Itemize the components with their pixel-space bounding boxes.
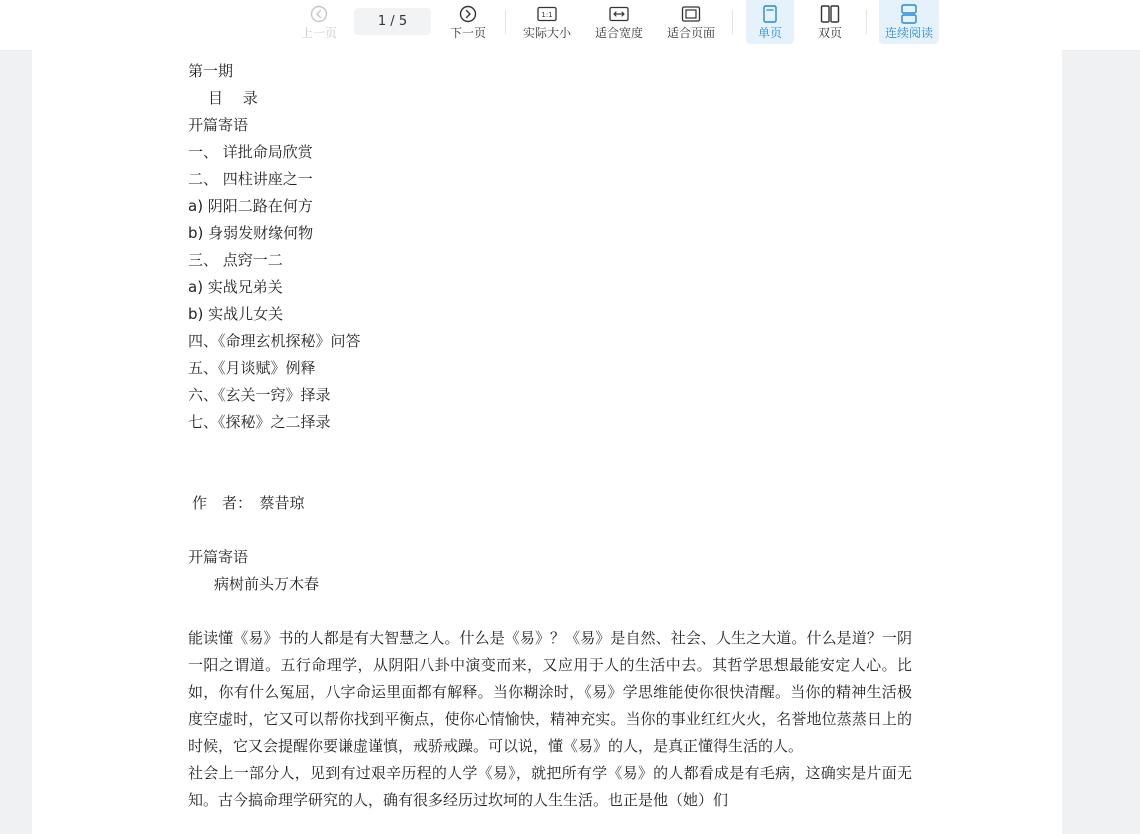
toc-item: 七、《探秘》之二择录	[188, 413, 331, 431]
toc-item: 六、《玄关一窍》择录	[188, 386, 331, 404]
fit-page-icon	[681, 4, 701, 24]
next-page-label: 下一页	[449, 26, 486, 40]
toolbar-divider	[505, 10, 506, 34]
toc-heading: 目 录	[208, 89, 258, 107]
continuous-reading-label: 连续阅读	[884, 26, 933, 40]
continuous-reading-button[interactable]	[879, 0, 939, 50]
toc-item: 五、《月谈赋》例释	[188, 359, 316, 377]
toolbar-divider	[732, 10, 733, 34]
page-number-input[interactable]: 1 / 5	[354, 8, 431, 35]
document-page	[32, 50, 1062, 834]
body-paragraph: 社会上一部分人，见到有过艰辛历程的人学《易》，就把所有学《易》的人都看成是有毛病，这确实是片面无知。古今搞命理学研究的人，确有很多经历过坎坷的人生生活。也正是他（她）们	[188, 764, 912, 809]
next-page-button[interactable]	[446, 0, 490, 50]
fit-page-button[interactable]	[663, 0, 719, 50]
actual-size-label: 实际大小	[522, 26, 571, 40]
toc-item: 一、 详批命局欣赏	[188, 143, 313, 161]
section-title: 开篇寄语	[188, 548, 249, 566]
fit-width-label: 适合宽度	[594, 26, 643, 40]
toc-item: a) 阴阳二路在何方	[188, 197, 313, 215]
toc-item: 开篇寄语	[188, 116, 249, 134]
spacer	[188, 598, 912, 625]
issue-title: 第一期	[188, 62, 234, 80]
double-page-icon	[820, 4, 840, 24]
actual-size-button[interactable]	[519, 0, 575, 50]
prev-page-button[interactable]	[297, 0, 341, 50]
actual-size-icon	[537, 4, 557, 24]
prev-page-label: 上一页	[300, 26, 337, 40]
toc-item: b) 身弱发财缘何物	[188, 224, 314, 242]
viewer-toolbar	[0, 0, 1140, 51]
section-subtitle: 病树前头万木春	[214, 575, 320, 593]
toc-item: a) 实战兄弟关	[188, 278, 283, 296]
double-page-label: 双页	[817, 26, 842, 40]
toolbar-divider	[866, 10, 867, 34]
fit-page-label: 适合页面	[666, 26, 715, 40]
spacer	[188, 436, 912, 490]
spacer	[188, 517, 912, 544]
fit-width-button[interactable]	[591, 0, 647, 50]
toc-item: 三、 点窍一二	[188, 251, 283, 269]
svg-text:1:1: 1:1	[541, 11, 553, 19]
arrow-right-circle-icon	[459, 4, 477, 24]
page-content	[188, 58, 912, 814]
single-page-icon	[761, 4, 779, 24]
toc-item: b) 实战儿女关	[188, 305, 284, 323]
body-paragraph: 能读懂《易》书的人都是有大智慧之人。什么是《易》？《易》是自然、社会、人生之大道。什么是道？一阴一阳之谓道。五行命理学，从阴阳八卦中演变而来，又应用于人的生活中去。其哲学思想最能安定人心。比如，你有什么冤屈，八字命运里面都有解释。当你糊涂时，《易》学思维能使你很快清醒。当你的精神生活极度空虚时，它又可以帮你找到平衡点，使你心情愉快，精神充实。当你的事业红红火火，名誉地位蒸蒸日上的时候，它又会提醒你要谦虚谨慎，戒骄戒躁。可以说，懂《易》的人，是真正懂得生活的人。	[188, 629, 912, 755]
toc-item: 四、《命理玄机探秘》问答	[188, 332, 361, 350]
fit-width-icon	[609, 4, 629, 24]
continuous-scroll-icon	[900, 4, 918, 24]
toc-item: 二、 四柱讲座之一	[188, 170, 313, 188]
single-page-label: 单页	[757, 26, 782, 40]
arrow-left-circle-icon	[310, 4, 328, 24]
double-page-button[interactable]	[806, 0, 854, 50]
single-page-button[interactable]	[746, 0, 794, 50]
author-line: 作 者： 蔡昔琼	[192, 494, 305, 512]
